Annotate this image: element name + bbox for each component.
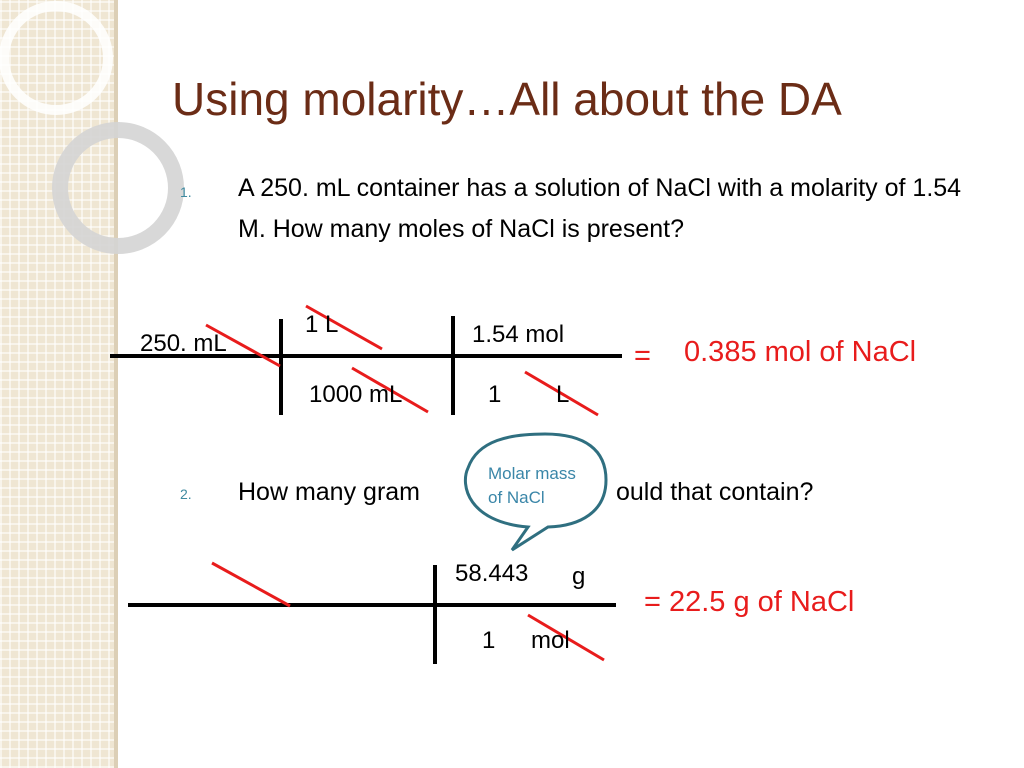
calc2-factor-top-num: 58.443 — [455, 560, 529, 587]
question-1-text: A 250. mL container has a solution of NaCl with a molarity of 1.54 M. How many moles of NaCl is present? — [238, 174, 962, 243]
calc2-factor-top-unit: g — [572, 563, 586, 590]
calc1-given: 250. mL — [140, 330, 227, 357]
calc1-factor2-top: 1.54 mol — [472, 321, 565, 348]
calc2-factor-bottom-num: 1 — [482, 627, 496, 654]
calc2-factor-bottom-unit: mol — [531, 627, 570, 654]
callout-line-1: Molar mass — [488, 464, 576, 483]
calc1-factor2-bottom-unit: L — [556, 381, 570, 408]
calc1-factor1-bottom: 1000 mL — [309, 381, 403, 408]
question-2-text-right: ould that contain? — [616, 478, 814, 506]
question-number-2: 2. — [180, 486, 192, 502]
callout-line-2: of NaCl — [488, 488, 545, 507]
callout-text — [488, 462, 598, 510]
question-2-text-left: How many gram — [238, 478, 420, 506]
question-number-1: 1. — [180, 184, 192, 200]
calc1-equals: = — [634, 340, 651, 372]
cancel-mark — [212, 563, 290, 606]
calc1-factor2-bottom-num: 1 — [488, 381, 502, 408]
calc1-result: 0.385 mol of NaCl — [684, 336, 917, 368]
calc1-factor1-top: 1 L — [305, 311, 339, 338]
calc2-result: = 22.5 g of NaCl — [644, 586, 855, 618]
page-title: Using molarity…All about the DA — [172, 73, 842, 125]
